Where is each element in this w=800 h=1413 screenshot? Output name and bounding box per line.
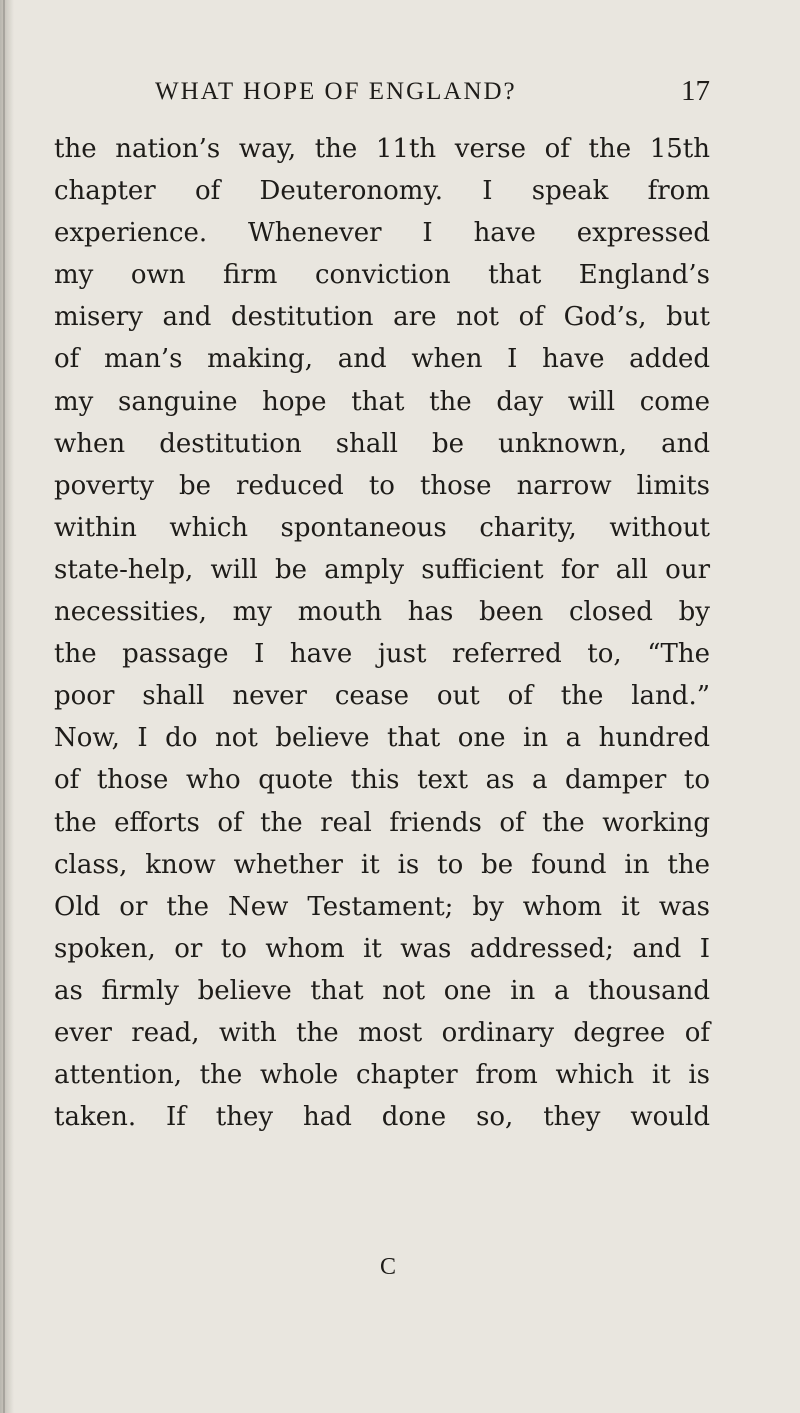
text-line: poor shall never cease out of the land.”: [54, 681, 710, 712]
text-line: my own firm conviction that England’s: [54, 260, 710, 291]
binding-gutter: [0, 0, 14, 1413]
text-line: as firmly believe that not one in a thousand: [54, 975, 710, 1006]
text-line: the nation’s way, the 11th verse of the 15th: [54, 134, 710, 164]
text-line: misery and destitution are not of God’s, but: [54, 302, 710, 333]
text-line: the passage I have just referred to, “The: [54, 639, 710, 670]
text-line: Old or the New Testament; by whom it was: [54, 891, 710, 922]
text-line: state-help, will be amply sufficient for all our: [54, 554, 710, 585]
text-line: the efforts of the real friends of the working: [54, 807, 710, 838]
gutter-shadow-line: [3, 0, 5, 1413]
text-line: of man’s making, and when I have added: [54, 344, 710, 375]
text-line: ever read, with the most ordinary degree of: [54, 1017, 710, 1048]
text-line: chapter of Deuteronomy. I speak from: [54, 176, 710, 207]
signature-mark: C: [380, 1254, 397, 1280]
text-line: spoken, or to whom it was addressed; and I: [54, 933, 710, 964]
running-head-title: WHAT HOPE OF ENGLAND?: [155, 78, 517, 105]
text-line: when destitution shall be unknown, and: [54, 428, 710, 459]
text-line: my sanguine hope that the day will come: [54, 386, 710, 417]
text-line: necessities, my mouth has been closed by: [54, 597, 710, 628]
text-line: taken. If they had done so, they would: [54, 1102, 710, 1133]
text-line: class, know whether it is to be found in the: [54, 849, 710, 880]
text-line: poverty be reduced to those narrow limits: [54, 470, 710, 501]
body-text: [54, 128, 710, 1138]
text-line: of those who quote this text as a damper to: [54, 765, 710, 796]
running-head: [40, 75, 710, 118]
text-line: experience. Whenever I have expressed: [54, 218, 710, 249]
page-number: 17: [681, 75, 710, 107]
text-line: attention, the whole chapter from which it is: [54, 1060, 710, 1091]
text-line: Now, I do not believe that one in a hundred: [54, 723, 710, 754]
text-line: within which spontaneous charity, without: [54, 512, 710, 543]
